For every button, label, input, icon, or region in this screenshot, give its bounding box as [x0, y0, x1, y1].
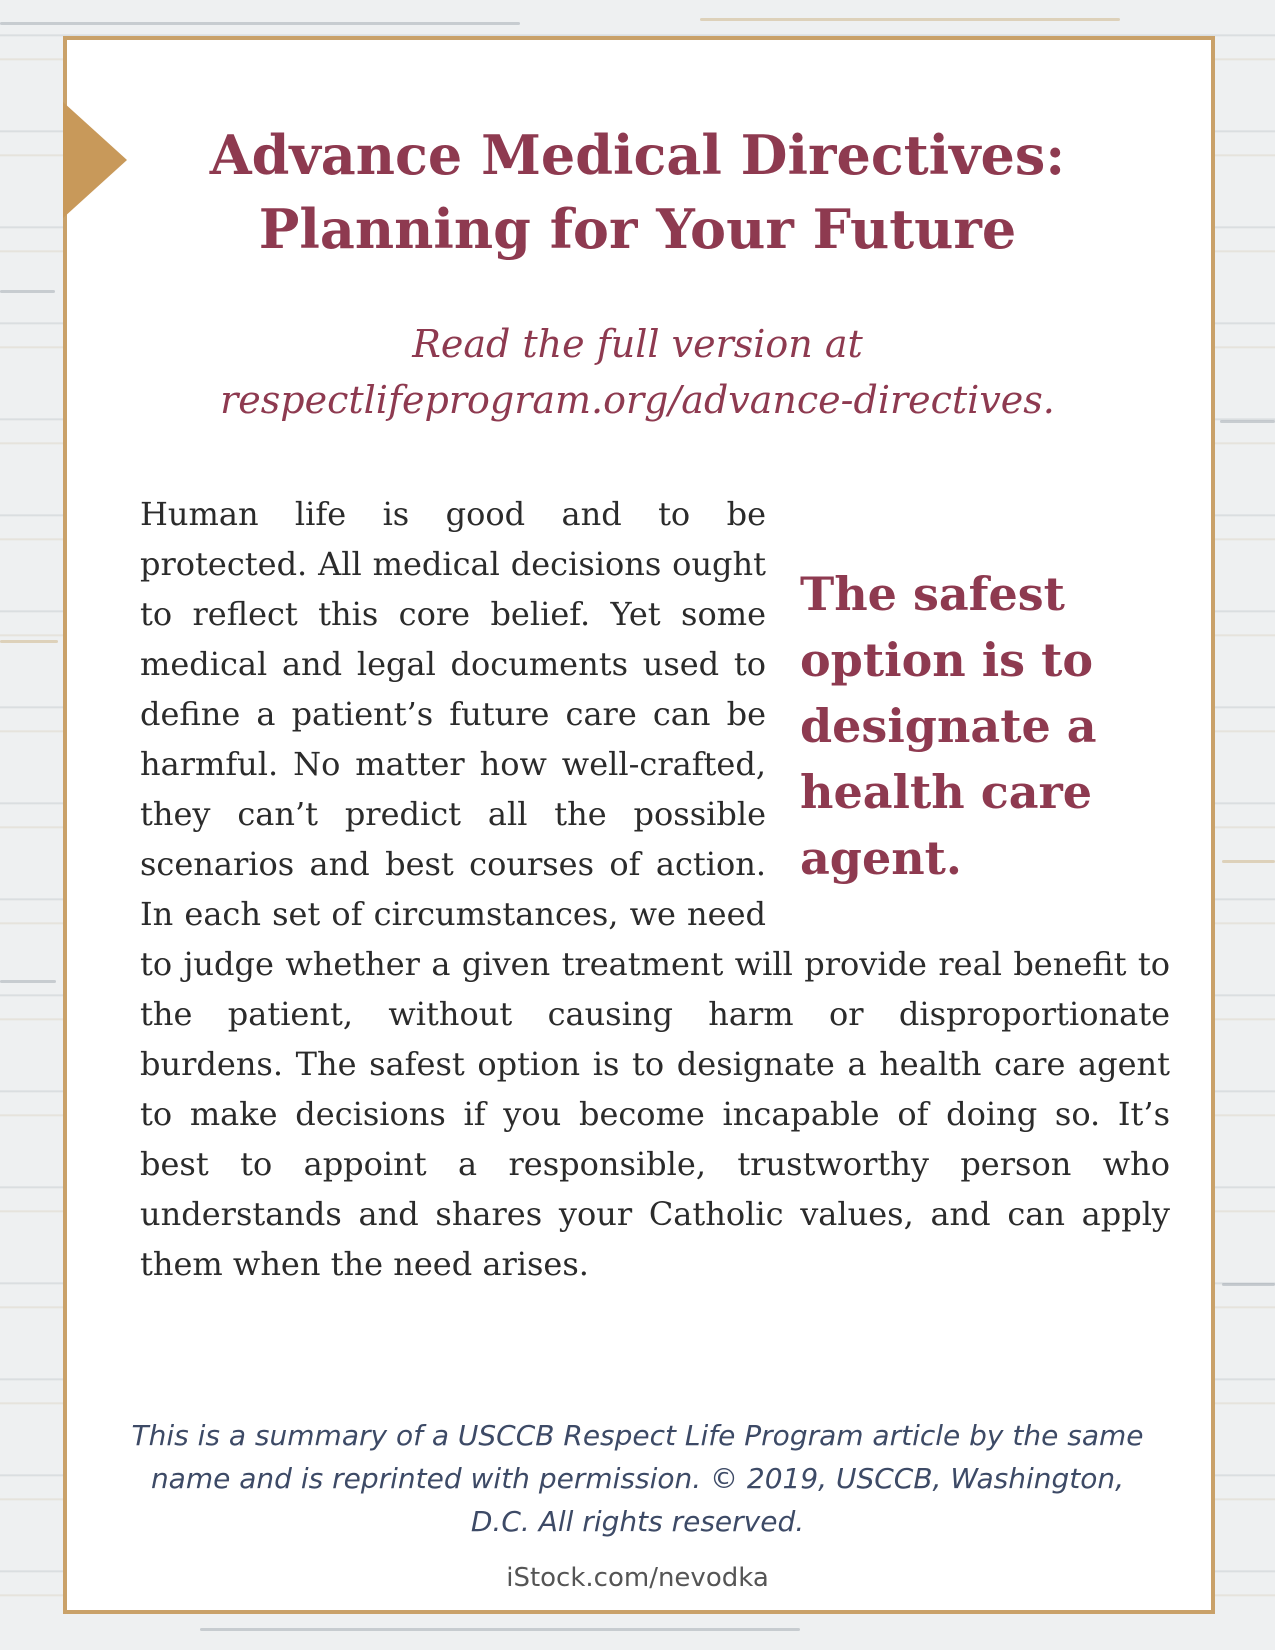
wood-grain [0, 980, 56, 983]
wood-grain [700, 18, 1120, 21]
wood-grain [200, 1628, 800, 1631]
page-title [0, 118, 1275, 266]
article-body [140, 489, 1170, 1289]
wood-grain [1222, 1283, 1275, 1286]
wood-grain [1222, 860, 1275, 863]
wood-grain [0, 640, 58, 643]
read-full-version [0, 316, 1275, 428]
wood-grain [0, 290, 55, 293]
pull-quote: The safest option is to designate a health care agent. [800, 567, 1097, 885]
subtitle-line-1: Read the full version at [412, 322, 863, 366]
body-paragraph: Human life is good and to be protected. All medical decisions ought to reflect this core belief. Yet some medical and legal documents used to define a patient’s future care can be harmful. No matter how well-crafted, they can’t predict all the possible scenarios and best courses of action. In each set of circumstances, we need to judge whether a given treatment will provide real benefit to the patient, without causing harm or disproportionate burdens. The safest option is to designate a health care agent to make decisions if you become incapable of doing so. It’s best to appoint a responsible, trustworthy person who understands and shares your Catholic values, and can apply them when the need arises. [140, 495, 1170, 1283]
subtitle-url: respectlifeprogram.org/advance-directives. [220, 378, 1055, 422]
photo-credit: iStock.com/nevodka [506, 1563, 769, 1593]
wood-grain [0, 22, 520, 25]
permission-footnote: This is a summary of a USCCB Respect Life Program article by the same name and is reprinted with permission. © 2019, USCCB, Washington, D.C. All rights reserved. [131, 1419, 1144, 1538]
title-line-1: Advance Medical Directives: [209, 123, 1066, 187]
title-line-2: Planning for Your Future [258, 197, 1017, 261]
